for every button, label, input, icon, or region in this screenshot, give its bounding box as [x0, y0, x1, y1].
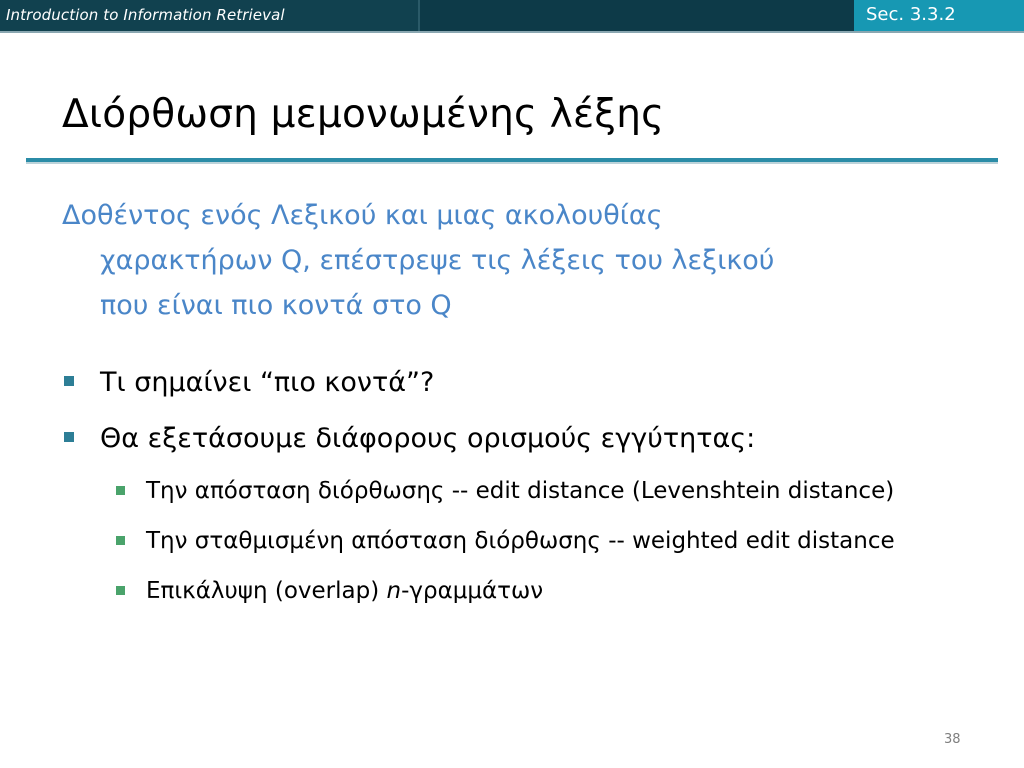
header-underline [0, 31, 1024, 33]
intro-paragraph [62, 193, 942, 328]
sub-bullet-item [62, 572, 982, 610]
slide-title: Διόρθωση μεμονωμένης λέξης [62, 92, 665, 137]
sub-bullet-text-prefix: Επικάλυψη (overlap) [146, 578, 387, 604]
square-sub-bullet-icon [116, 586, 125, 595]
intro-line-2: χαρακτήρων Q, επέστρεψε τις λέξεις του λεξικού [100, 245, 775, 276]
section-label: Sec. 3.3.2 [866, 4, 956, 25]
sub-bullet-text-suffix: -γραμμάτων [401, 578, 544, 604]
bullet-item [62, 362, 982, 404]
sub-bullet-text [146, 572, 946, 610]
square-bullet-icon [64, 432, 74, 442]
intro-line-1: Δοθέντος ενός Λεξικού και μιας ακολουθίας [62, 200, 663, 231]
header-spacer [420, 0, 854, 31]
title-divider-shadow [26, 162, 998, 164]
page-number: 38 [944, 732, 961, 747]
sub-bullet-item [62, 522, 982, 560]
bullet-text: Τι σημαίνει “πιο κοντά”? [100, 367, 435, 398]
square-sub-bullet-icon [116, 536, 125, 545]
square-sub-bullet-icon [116, 486, 125, 495]
bullet-text: Θα εξετάσουμε διάφορους ορισμούς εγγύτητας: [100, 423, 756, 454]
sub-bullet-text: Την σταθμισμένη απόσταση διόρθωσης -- weighted edit distance [146, 528, 895, 554]
course-title: Introduction to Information Retrieval [6, 6, 285, 24]
intro-line-3: που είναι πιο κοντά στο Q [100, 290, 452, 321]
sub-bullet-text: Την απόσταση διόρθωσης -- edit distance (Levenshtein distance) [146, 478, 895, 504]
sub-bullet-item [62, 472, 982, 510]
sub-bullet-text-italic: n [386, 578, 402, 604]
bullet-list [62, 362, 982, 622]
square-bullet-icon [64, 376, 74, 386]
bullet-item [62, 418, 982, 460]
